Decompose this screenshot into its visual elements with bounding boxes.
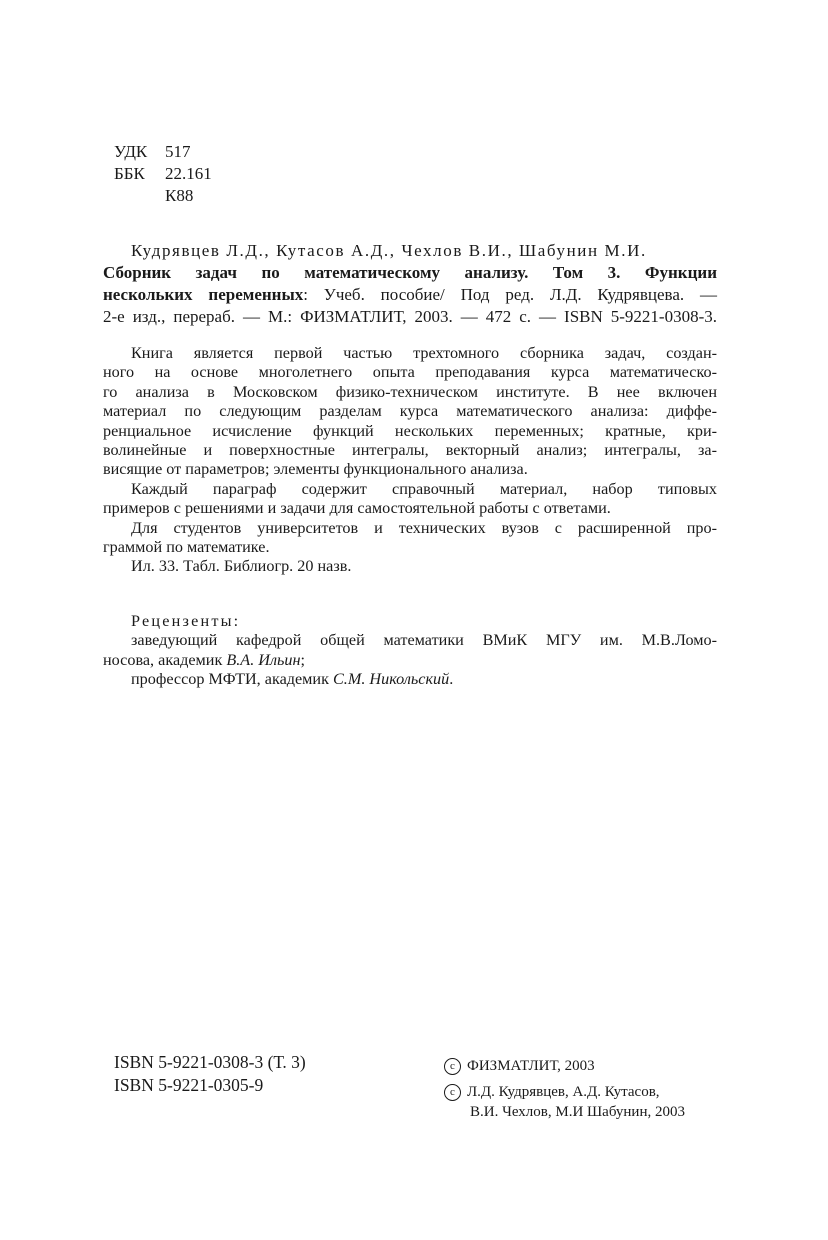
copyright-authors	[444, 1082, 685, 1102]
annotation-line: волинейные и поверхностные интегралы, векторный анализ; интегралы, за-	[103, 441, 717, 460]
copyright-icon: c	[444, 1084, 461, 1101]
reviewer-1-name: В.А. Ильин	[226, 650, 301, 669]
reviewer-2-prefix: профессор МФТИ, академик	[131, 670, 333, 689]
copyright-authors-line1: Л.Д. Кудрявцев, А.Д. Кутасов,	[467, 1084, 660, 1100]
reviewer-2	[103, 670, 717, 689]
bbk-label: ББК	[114, 164, 145, 183]
bbk-value: 22.161	[165, 164, 212, 183]
author-mark: К88	[165, 186, 194, 205]
annotation-line: примеров с решениями и задачи для самостоятельной работы с ответами.	[103, 499, 611, 518]
udk-label: УДК	[114, 142, 148, 161]
annotation-line: Книга является первой частью трехтомного сборника задач, создан-	[131, 344, 717, 362]
book-title-line1: Сборник задач по математическому анализу. Том 3. Функции	[103, 263, 717, 282]
annotation-line: Для студентов университетов и технических вузов с расширенной про-	[131, 518, 717, 537]
bbk-row	[114, 163, 212, 185]
annotation-line: материал по следующим разделам курса математического анализа: диффе-	[103, 402, 717, 421]
classification-block	[114, 141, 212, 207]
udk-row	[114, 141, 212, 163]
reviewer-2-name: С.М. Никольский	[333, 670, 450, 689]
annotation-line: висящие от параметров; элементы функционального анализа.	[103, 460, 528, 479]
copyright-publisher-text: ФИЗМАТЛИТ, 2003	[467, 1058, 595, 1074]
annotation-line: Каждый параграф содержит справочный материал, набор типовых	[131, 479, 717, 498]
authors-line: Кудрявцев Л.Д., Кутасов А.Д., Чехлов В.И., Шабунин М.И.	[131, 241, 647, 260]
reviewer-1-line1: заведующий кафедрой общей математики ВМиК МГУ им. М.В.Ломо-	[131, 631, 717, 650]
copyright-icon: c	[444, 1058, 461, 1075]
isbn-volume: ISBN 5-9221-0308-3 (Т. 3)	[114, 1052, 306, 1072]
annotation-line: Ил. 33. Табл. Библиогр. 20 назв.	[131, 557, 352, 576]
copyright-authors-line2: В.И. Чехлов, М.И Шабунин, 2003	[470, 1104, 685, 1120]
copyright-publisher	[444, 1056, 685, 1076]
isbn-set: ISBN 5-9221-0305-9	[114, 1075, 264, 1095]
reviewers-block	[103, 612, 717, 690]
edition-line: 2-е изд., перераб. — М.: ФИЗМАТЛИТ, 2003. — 472 с. — ISBN 5-9221-0308-3.	[103, 307, 717, 326]
book-title-part2: нескольких переменных	[103, 285, 304, 304]
isbn-block	[114, 1051, 306, 1097]
copyright-block	[444, 1056, 685, 1122]
udk-value: 517	[165, 142, 191, 161]
reviewer-2-suffix: .	[449, 670, 454, 689]
annotation-line: ренциальное исчисление функций нескольких переменных; кратные, кри-	[103, 421, 717, 440]
annotation	[103, 344, 717, 577]
annotation-line: ного на основе многолетнего опыта преподавания курса математическо-	[103, 363, 717, 382]
reviewers-heading: Рецензенты:	[131, 612, 241, 630]
book-details: : Учеб. пособие/ Под ред. Л.Д. Кудрявцева. —	[303, 285, 717, 304]
reviewer-1-prefix: носова, академик	[103, 650, 227, 669]
bibliographic-record	[103, 240, 717, 328]
reviewer-1-suffix: ;	[300, 650, 306, 669]
reviewer-1-line2	[103, 651, 717, 670]
book-title-line2	[103, 284, 717, 306]
annotation-line: граммой по математике.	[103, 538, 270, 557]
annotation-line: го анализа в Московском физико-техническом институте. В нее включен	[103, 382, 717, 401]
